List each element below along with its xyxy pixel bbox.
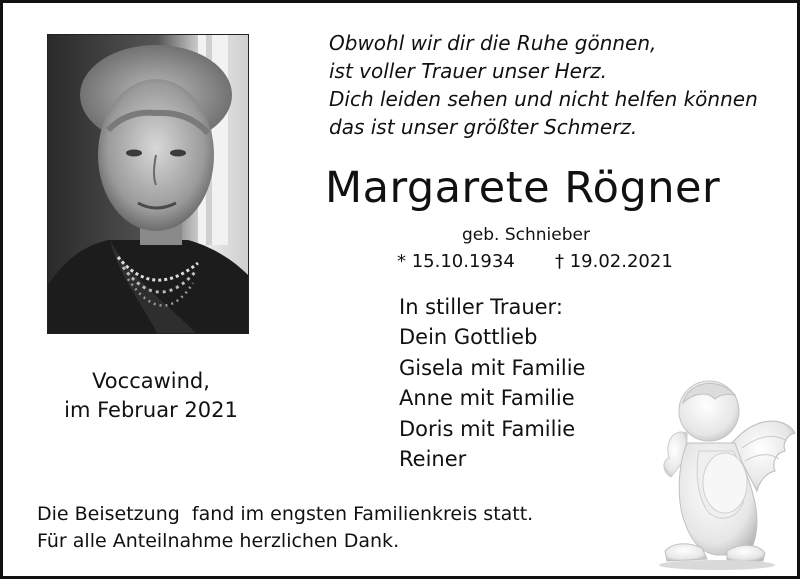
portrait-illustration	[48, 35, 248, 333]
mourner-name: Doris mit Familie	[399, 416, 576, 441]
birth-date: * 15.10.1934	[397, 251, 515, 272]
deceased-name: Margarete Rögner	[325, 163, 721, 213]
mourner-name: Dein Gottlieb	[399, 325, 538, 350]
mourners-heading: In stiller Trauer:	[399, 295, 563, 319]
portrait-photo	[47, 34, 249, 334]
mourner-name: Gisela mit Familie	[399, 355, 586, 380]
place-and-date	[61, 367, 241, 425]
death-date: † 19.02.2021	[555, 251, 673, 272]
poem	[329, 29, 758, 141]
angel-figurine-icon	[647, 373, 797, 573]
poem-line: ist voller Trauer unser Herz.	[329, 59, 608, 83]
mourner-name: Reiner	[399, 447, 467, 472]
mourners-list	[399, 292, 585, 474]
mourner-name: Anne mit Familie	[399, 386, 575, 411]
poem-line: das ist unser größter Schmerz.	[329, 115, 638, 139]
footer-line: Für alle Anteilnahme herzlichen Dank.	[37, 530, 400, 552]
poem-line: Dich leiden sehen und nicht helfen können	[329, 87, 758, 111]
place: Voccawind,	[92, 369, 210, 393]
footer-note	[37, 501, 533, 555]
date: im Februar 2021	[64, 398, 238, 422]
footer-line: Die Beisetzung fand im engsten Familienkreis statt.	[37, 503, 534, 525]
poem-line: Obwohl wir dir die Ruhe gönnen,	[329, 31, 657, 55]
birth-name: geb. Schnieber	[462, 225, 590, 245]
